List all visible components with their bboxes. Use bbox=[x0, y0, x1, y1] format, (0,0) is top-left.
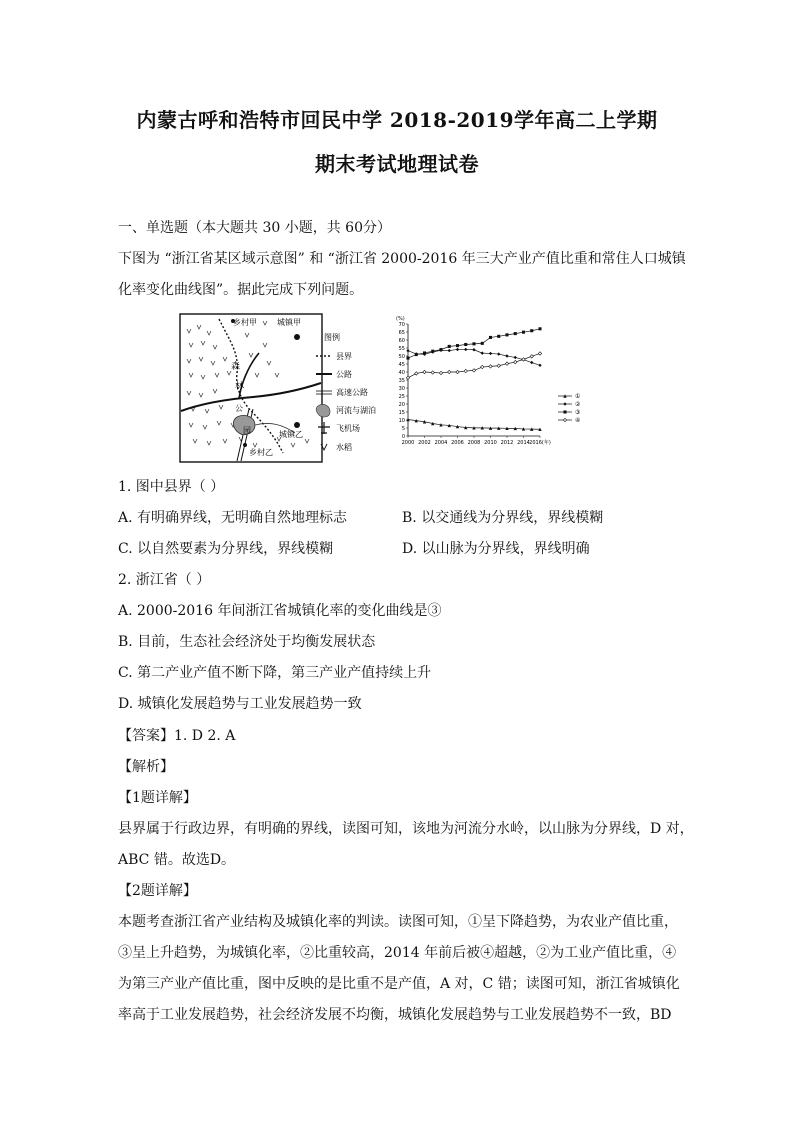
series-4-point bbox=[472, 369, 475, 372]
series-4-point bbox=[530, 355, 533, 358]
y-tick-label: 10 bbox=[398, 417, 405, 424]
legend-airport-label: 飞机场 bbox=[336, 424, 360, 433]
question-2-option-c: C. 第二产业产值不断下降，第三产业产值持续上升 bbox=[118, 665, 432, 681]
legend-marker-3 bbox=[563, 410, 566, 413]
series-2-point bbox=[497, 352, 500, 355]
x-tick-label: 2000 bbox=[401, 440, 415, 446]
x-tick-label: 2004 bbox=[434, 440, 448, 446]
detail-2-line-4: 率高于工业发展趋势，社会经济发展不均衡，城镇化发展趋势与工业发展趋势不一致，BD bbox=[118, 1007, 672, 1023]
question-2-option-b: B. 目前，生态社会经济处于均衡发展状态 bbox=[118, 634, 376, 650]
legend-marker-4 bbox=[563, 418, 566, 421]
y-tick-label: 40 bbox=[398, 369, 405, 376]
region-map bbox=[179, 313, 323, 463]
series-2-point bbox=[472, 348, 475, 351]
series-2-point bbox=[530, 361, 533, 364]
park-label-1: 公 bbox=[235, 404, 243, 413]
series-2-point bbox=[514, 356, 517, 359]
question-1: 1. 图中县界（ ） bbox=[118, 479, 225, 495]
legend-label-3: ③ bbox=[575, 409, 581, 416]
forest-label-1: 森 bbox=[231, 362, 241, 372]
y-tick-label: 45 bbox=[398, 361, 405, 368]
series-3-point bbox=[472, 342, 475, 345]
series-line-4 bbox=[408, 353, 540, 377]
answer-line: 【答案】1. D 2. A bbox=[118, 728, 236, 744]
series-3-point bbox=[423, 351, 426, 354]
series-3-point bbox=[505, 333, 508, 336]
question-1-option-d: D. 以山脉为分界线，界线明确 bbox=[402, 541, 590, 557]
town-b-marker bbox=[294, 422, 300, 428]
industry-urbanization-chart bbox=[392, 312, 592, 472]
legend-label-2: ② bbox=[575, 401, 581, 408]
detail-2-line-1: 本题考查浙江省产业结构及城镇化率的判读。读图可知，①呈下降趋势，为农业产值比重， bbox=[118, 914, 678, 930]
question-1-option-c: C. 以自然要素为分界线，界线模糊 bbox=[118, 541, 334, 557]
series-4-point bbox=[431, 371, 434, 374]
legend-rice-label: 水稻 bbox=[336, 443, 352, 452]
series-3-point bbox=[530, 329, 533, 332]
x-tick-label: 2006 bbox=[451, 440, 464, 446]
series-line-2 bbox=[408, 349, 540, 365]
series-2-point bbox=[464, 348, 467, 351]
legend-marker-2 bbox=[563, 402, 566, 405]
series-3-point bbox=[448, 345, 451, 348]
section-heading: 一、单选题（本大题共 30 小题，共 60分） bbox=[118, 220, 391, 236]
detail-1-line-1: 县界属于行政边界，有明确的界线，读图可知，该地为河流分水岭，以山脉为分界线，D 对， bbox=[118, 821, 694, 837]
series-4-point bbox=[406, 376, 409, 379]
question-2-option-d: D. 城镇化发展趋势与工业发展趋势一致 bbox=[118, 696, 362, 712]
y-axis-label: (%) bbox=[396, 316, 405, 322]
series-2-point bbox=[456, 348, 459, 351]
series-4-point bbox=[439, 371, 442, 374]
y-tick-label: 15 bbox=[398, 409, 405, 416]
y-tick-label: 25 bbox=[398, 393, 405, 400]
y-tick-label: 5 bbox=[401, 425, 405, 432]
intro-line-1: 下图为 “浙江省某区域示意图” 和 “浙江省 2000-2016 年三大产业产值比重和常住人口城镇 bbox=[118, 251, 686, 267]
series-2-point bbox=[406, 349, 409, 352]
detail-2-line-3: 为第三产业产值比重，图中反映的是比重不是产值，A 对，C 错；读图可知，浙江省城镇化 bbox=[118, 976, 680, 992]
series-4-point bbox=[514, 360, 517, 363]
x-tick-label: 2008 bbox=[467, 440, 481, 446]
y-tick-label: 70 bbox=[398, 321, 405, 328]
legend-road-label: 公路 bbox=[336, 370, 352, 379]
series-3-point bbox=[439, 348, 442, 351]
detail-1-heading: 【1题详解】 bbox=[118, 790, 197, 806]
series-4-point bbox=[505, 362, 508, 365]
y-tick-label: 50 bbox=[398, 353, 405, 360]
town-b-label: 城镇乙 bbox=[279, 430, 303, 439]
legend-county-label: 县界 bbox=[336, 352, 352, 361]
town-a-label: 城镇甲 bbox=[277, 318, 301, 327]
legend-title: 图例 bbox=[324, 333, 340, 342]
series-4-point bbox=[448, 370, 451, 373]
series-4-point bbox=[522, 358, 525, 361]
series-2-point bbox=[481, 351, 484, 354]
series-3-point bbox=[514, 332, 517, 335]
legend-water-label: 河流与湖泊 bbox=[336, 406, 376, 415]
series-4-point bbox=[497, 364, 500, 367]
town-a-marker bbox=[294, 334, 300, 340]
series-2-point bbox=[538, 364, 541, 367]
series-4-point bbox=[464, 369, 467, 372]
y-tick-label: 60 bbox=[398, 337, 405, 344]
series-3-point bbox=[522, 331, 525, 334]
series-3-point bbox=[415, 353, 418, 356]
question-2: 2. 浙江省（ ） bbox=[118, 572, 211, 588]
series-3-point bbox=[538, 327, 541, 330]
legend-highway-label: 高速公路 bbox=[336, 388, 368, 397]
series-3-point bbox=[489, 336, 492, 339]
x-tick-label: 2010 bbox=[484, 440, 497, 446]
series-4-point bbox=[489, 365, 492, 368]
series-4-point bbox=[481, 365, 484, 368]
airport-icon bbox=[318, 422, 330, 434]
park-label-2: 园 bbox=[243, 426, 251, 435]
intro-line-2: 化率变化曲线图”。据此完成下列问题。 bbox=[118, 282, 364, 298]
series-2-point bbox=[489, 352, 492, 355]
legend-label-4: ④ bbox=[575, 417, 581, 424]
analysis-heading: 【解析】 bbox=[118, 759, 174, 775]
series-3-point bbox=[464, 343, 467, 346]
series-4-point bbox=[538, 352, 541, 355]
x-tick-label: 2014 bbox=[517, 440, 530, 446]
village-b-marker bbox=[243, 443, 247, 447]
question-1-option-a: A. 有明确界线，无明确自然地理标志 bbox=[118, 510, 348, 526]
map-legend bbox=[312, 330, 392, 466]
y-tick-label: 0 bbox=[401, 433, 405, 440]
page-title-line2: 期末考试地理试卷 bbox=[315, 152, 479, 176]
series-2-point bbox=[448, 349, 451, 352]
forest-label-2: 林 bbox=[235, 382, 245, 392]
series-4-point bbox=[415, 372, 418, 375]
series-2-point bbox=[505, 354, 508, 357]
detail-1-line-2: ABC 错。故选D。 bbox=[118, 852, 236, 868]
village-b-label: 乡村乙 bbox=[249, 448, 273, 457]
y-tick-label: 65 bbox=[398, 329, 405, 336]
detail-2-line-2: ③呈上升趋势，为城镇化率，②比重较高，2014 年前后被④超越，②为工业产值比重，④ bbox=[118, 945, 677, 961]
series-3-point bbox=[497, 335, 500, 338]
series-4-point bbox=[423, 370, 426, 373]
series-3-point bbox=[406, 357, 409, 360]
series-3-point bbox=[456, 344, 459, 347]
series-4-point bbox=[456, 370, 459, 373]
page-title-line1: 内蒙古呼和浩特市回民中学 2018-2019学年高二上学期 bbox=[136, 108, 658, 132]
rice-icon bbox=[321, 444, 327, 450]
question-1-option-b: B. 以交通线为分界线，界线模糊 bbox=[402, 510, 604, 526]
x-tick-label: 2002 bbox=[418, 440, 431, 446]
question-2-option-a: A. 2000-2016 年间浙江省城镇化率的变化曲线是③ bbox=[118, 603, 442, 619]
series-3-point bbox=[481, 342, 484, 345]
series-3-point bbox=[431, 350, 434, 353]
legend-water-symbol bbox=[316, 404, 330, 417]
y-tick-label: 20 bbox=[398, 401, 405, 408]
y-tick-label: 55 bbox=[398, 345, 405, 352]
detail-2-heading: 【2题详解】 bbox=[118, 883, 197, 899]
legend-label-1: ① bbox=[575, 393, 581, 400]
village-a-label: 乡村甲 bbox=[233, 318, 257, 327]
y-tick-label: 35 bbox=[398, 377, 405, 384]
y-tick-label: 30 bbox=[398, 385, 405, 392]
x-tick-label: 2012 bbox=[500, 440, 514, 446]
x-tick-label: 2016(年) bbox=[529, 440, 551, 446]
